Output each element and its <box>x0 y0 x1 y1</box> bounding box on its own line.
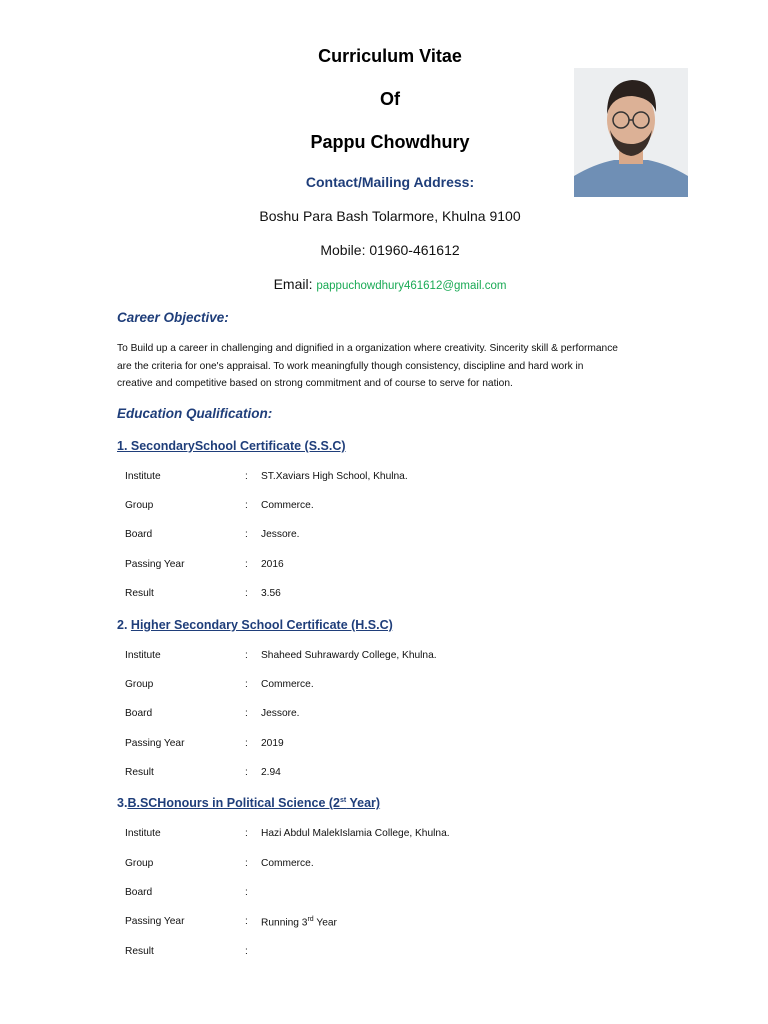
row-label: Passing Year <box>125 738 185 749</box>
hsc-title: Higher Secondary School Certificate (H.S.C) <box>130 618 393 632</box>
ssc-row-institute <box>125 471 625 487</box>
bsc-row-result <box>125 946 625 962</box>
row-value: 3.56 <box>261 588 281 599</box>
document-title: Curriculum Vitae <box>318 46 462 66</box>
row-colon: : <box>245 916 248 927</box>
bsc-row-passing-year <box>125 916 625 932</box>
row-label: Result <box>125 767 154 778</box>
row-label: Passing Year <box>125 559 185 570</box>
ssc-row-result <box>125 588 625 604</box>
ssc-heading <box>117 439 346 453</box>
hsc-heading <box>117 618 393 632</box>
row-value: Jessore. <box>261 708 300 719</box>
bsc-title-end: Year) <box>346 796 381 810</box>
ssc-row-board <box>125 529 625 545</box>
email-link[interactable]: pappuchowdhury461612@gmail.com <box>316 280 507 292</box>
profile-photo <box>574 68 688 197</box>
bsc-title <box>127 796 380 810</box>
title-of: Of <box>380 89 400 109</box>
row-value-sup: rd <box>307 916 314 923</box>
bsc-title-main: B.SCHonours in Political Science (2 <box>127 796 340 810</box>
row-colon: : <box>245 588 248 599</box>
row-label: Institute <box>125 471 161 482</box>
career-objective-text <box>117 340 677 393</box>
row-label: Group <box>125 858 154 869</box>
email-line <box>0 276 768 292</box>
bsc-prefix: 3. <box>117 796 128 810</box>
row-value: Commerce. <box>261 858 314 869</box>
bsc-title-sup: st <box>340 796 347 804</box>
candidate-name: Pappu Chowdhury <box>310 132 470 152</box>
hsc-row-passing-year <box>125 738 625 754</box>
row-value: 2.94 <box>261 767 281 778</box>
row-value: Commerce. <box>261 500 314 511</box>
row-colon: : <box>245 529 248 540</box>
row-colon: : <box>245 738 248 749</box>
bsc-heading <box>117 796 380 810</box>
career-line: creative and competitive based on strong commitment and of course to serve for nation. <box>117 378 513 389</box>
row-label: Board <box>125 887 153 898</box>
row-colon: : <box>245 767 248 778</box>
row-colon: : <box>245 471 248 482</box>
ssc-row-passing-year <box>125 559 625 575</box>
hsc-row-board <box>125 708 625 724</box>
row-label: Group <box>125 500 154 511</box>
career-objective-heading: Career Objective: <box>117 310 229 325</box>
row-label: Institute <box>125 650 161 661</box>
row-value: Commerce. <box>261 679 314 690</box>
row-colon: : <box>245 828 248 839</box>
hsc-row-institute <box>125 650 625 666</box>
row-colon: : <box>245 679 248 690</box>
bsc-row-board <box>125 887 625 903</box>
ssc-row-group <box>125 500 625 516</box>
mobile-line: Mobile: 01960-461612 <box>320 242 460 258</box>
ssc-title: 1. SecondarySchool Certificate (S.S.C) <box>117 439 346 453</box>
hsc-prefix: 2. <box>117 618 128 632</box>
career-line: To Build up a career in challenging and dignified in a organization where creativity. Sincerity skill & performance <box>117 343 618 354</box>
row-label: Institute <box>125 828 161 839</box>
row-value: Shaheed Suhrawardy College, Khulna. <box>261 650 437 661</box>
hsc-row-result <box>125 767 625 783</box>
row-label: Board <box>125 708 153 719</box>
career-line: are the criteria for one's appraisal. To work meaningfully though consistency, discipline and hard work in <box>117 360 584 372</box>
address-line: Boshu Para Bash Tolarmore, Khulna 9100 <box>259 208 521 224</box>
row-value: Hazi Abdul MalekIslamia College, Khulna. <box>261 828 450 839</box>
row-colon: : <box>245 559 248 570</box>
bsc-row-institute <box>125 828 625 844</box>
row-value-suffix: Year <box>313 917 337 929</box>
row-label: Board <box>125 529 153 540</box>
row-value: 2016 <box>261 559 284 570</box>
education-heading: Education Qualification: <box>117 406 273 421</box>
row-label: Result <box>125 588 154 599</box>
row-value: ST.Xaviars High School, Khulna. <box>261 471 408 482</box>
row-colon: : <box>245 946 248 957</box>
row-colon: : <box>245 887 248 898</box>
row-value <box>261 916 337 928</box>
hsc-row-group <box>125 679 625 695</box>
row-value: 2019 <box>261 738 284 749</box>
row-colon: : <box>245 858 248 869</box>
row-value: Jessore. <box>261 529 300 540</box>
bsc-row-group <box>125 858 625 874</box>
row-colon: : <box>245 500 248 511</box>
row-colon: : <box>245 650 248 661</box>
row-value-main: Running 3 <box>261 917 308 929</box>
email-label: Email: <box>273 276 313 292</box>
contact-heading: Contact/Mailing Address: <box>305 174 475 190</box>
row-label: Passing Year <box>125 916 185 927</box>
row-colon: : <box>245 708 248 719</box>
row-label: Group <box>125 679 154 690</box>
row-label: Result <box>125 946 154 957</box>
